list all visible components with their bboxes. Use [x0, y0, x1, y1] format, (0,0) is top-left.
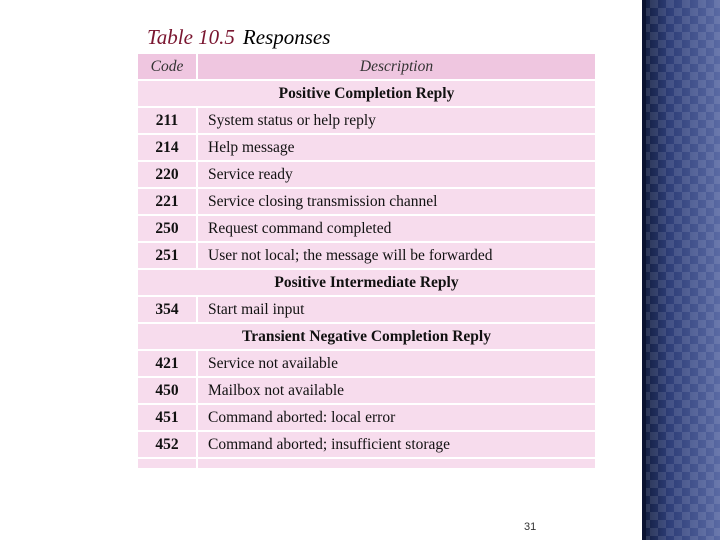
reply-code: 451 [137, 404, 197, 431]
table-row [137, 242, 596, 269]
reply-description: Service ready [197, 161, 596, 188]
table-row [137, 215, 596, 242]
table-row [137, 107, 596, 134]
table-row [137, 431, 596, 458]
section-row [137, 323, 596, 350]
header-code: Code [137, 53, 197, 80]
reply-description: Request command completed [197, 215, 596, 242]
page-number: 31 [524, 521, 537, 533]
reply-code: 354 [137, 296, 197, 323]
header-description: Description [197, 53, 596, 80]
reply-code: 452 [137, 431, 197, 458]
reply-description: Service closing transmission channel [197, 188, 596, 215]
reply-code: 250 [137, 215, 197, 242]
table-row [137, 296, 596, 323]
reply-description: System status or help reply [197, 107, 596, 134]
strip-cell [197, 458, 596, 469]
reply-code: 450 [137, 377, 197, 404]
table-header-row [137, 53, 596, 80]
table-bottom-strip [137, 458, 596, 469]
decorative-side-band [642, 0, 720, 540]
reply-code: 221 [137, 188, 197, 215]
section-title: Transient Negative Completion Reply [137, 323, 596, 350]
section-row [137, 80, 596, 107]
table-caption-number: Table 10.5 [147, 25, 235, 49]
reply-description: Service not available [197, 350, 596, 377]
reply-code: 214 [137, 134, 197, 161]
table-caption [147, 25, 330, 50]
reply-code: 251 [137, 242, 197, 269]
table-row [137, 377, 596, 404]
reply-description: Command aborted: local error [197, 404, 596, 431]
section-row [137, 269, 596, 296]
table-row [137, 134, 596, 161]
reply-description: Help message [197, 134, 596, 161]
strip-cell [137, 458, 197, 469]
table-row [137, 161, 596, 188]
table-row [137, 350, 596, 377]
responses-table [136, 52, 597, 470]
reply-description: User not local; the message will be forwarded [197, 242, 596, 269]
reply-description: Start mail input [197, 296, 596, 323]
reply-description: Command aborted; insufficient storage [197, 431, 596, 458]
table-row [137, 188, 596, 215]
table-row [137, 404, 596, 431]
reply-description: Mailbox not available [197, 377, 596, 404]
reply-code: 211 [137, 107, 197, 134]
reply-code: 421 [137, 350, 197, 377]
section-title: Positive Completion Reply [137, 80, 596, 107]
table-caption-text: Responses [242, 25, 331, 49]
section-title: Positive Intermediate Reply [137, 269, 596, 296]
reply-code: 220 [137, 161, 197, 188]
